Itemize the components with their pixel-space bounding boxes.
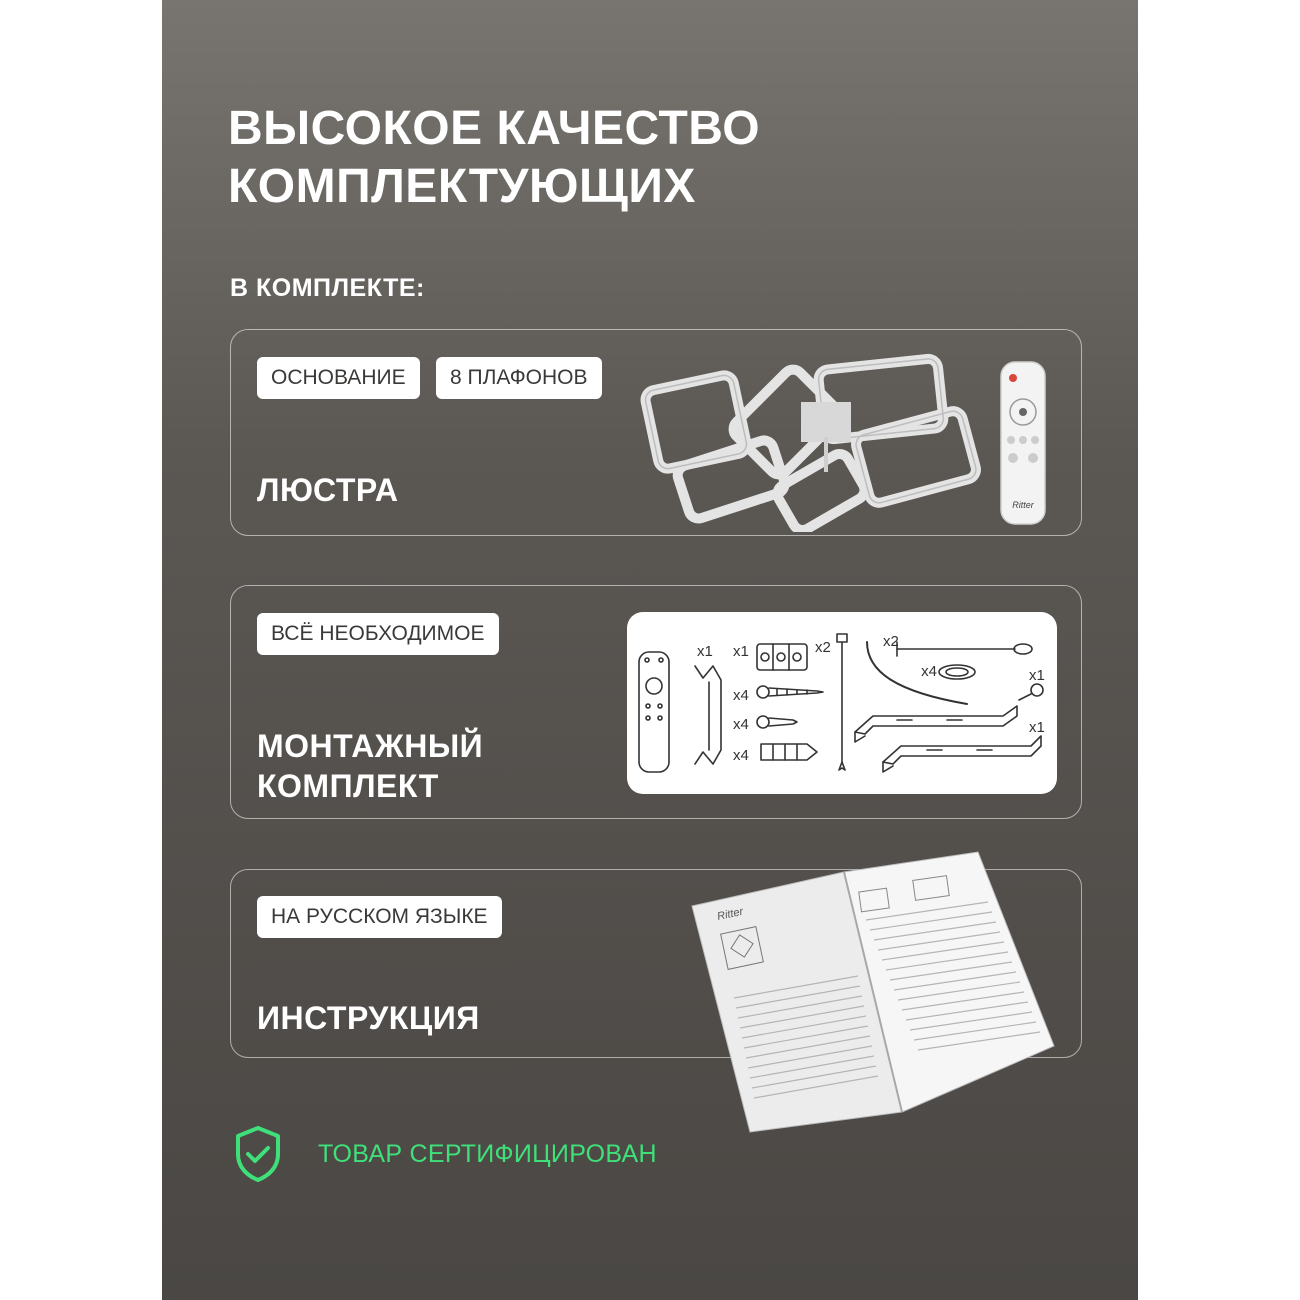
tag-shades: 8 ПЛАФОНОВ	[436, 357, 602, 399]
label-bracket-qty: x1	[1029, 719, 1045, 736]
card-chandelier	[230, 329, 1082, 536]
certified-label: ТОВАР СЕРТИФИЦИРОВАН	[318, 1139, 657, 1168]
poster	[162, 0, 1138, 1300]
title-line-2: КОМПЛЕКТУЮЩИХ	[228, 160, 696, 213]
kit-subhead: В КОМПЛЕКТЕ:	[230, 274, 425, 302]
label-dowel-qty: x4	[733, 747, 749, 764]
remote-brand-label: Ritter	[1012, 500, 1034, 510]
card-mounting-kit	[230, 585, 1082, 819]
tag-russian-language: НА РУССКОМ ЯЗЫКЕ	[257, 896, 502, 938]
tag-base: ОСНОВАНИЕ	[257, 357, 420, 399]
tag-everything-needed: ВСЁ НЕОБХОДИМОЕ	[257, 613, 499, 655]
chandelier-image	[621, 342, 1071, 532]
label-screw-long-qty: x4	[733, 687, 749, 704]
shield-check-icon	[232, 1124, 284, 1184]
booklet-brand-label: Ritter	[716, 905, 745, 923]
page-title	[228, 100, 1028, 216]
card-title-line-2: КОМПЛЕКТ	[257, 768, 439, 804]
title-line-1: ВЫСОКОЕ КАЧЕСТВО	[228, 102, 761, 155]
label-screw-short-qty: x4	[733, 716, 749, 733]
certified-badge	[232, 1124, 657, 1184]
mounting-kit-image	[627, 612, 1057, 794]
card-title-instruction: ИНСТРУКЦИЯ	[257, 1000, 480, 1036]
label-wrench-qty: x1	[697, 643, 713, 660]
label-ring-qty: x4	[921, 663, 937, 680]
card-title-mounting-kit	[257, 726, 483, 806]
label-eyelet-qty: x1	[1029, 667, 1045, 684]
card-title-chandelier: ЛЮСТРА	[257, 472, 399, 508]
instruction-booklet-image	[688, 850, 1058, 1140]
label-terminal-qty: x1	[733, 643, 749, 660]
label-cable-tie-qty: x2	[815, 639, 831, 656]
card-title-line-1: МОНТАЖНЫЙ	[257, 728, 484, 764]
label-hook-qty: x2	[883, 633, 899, 650]
